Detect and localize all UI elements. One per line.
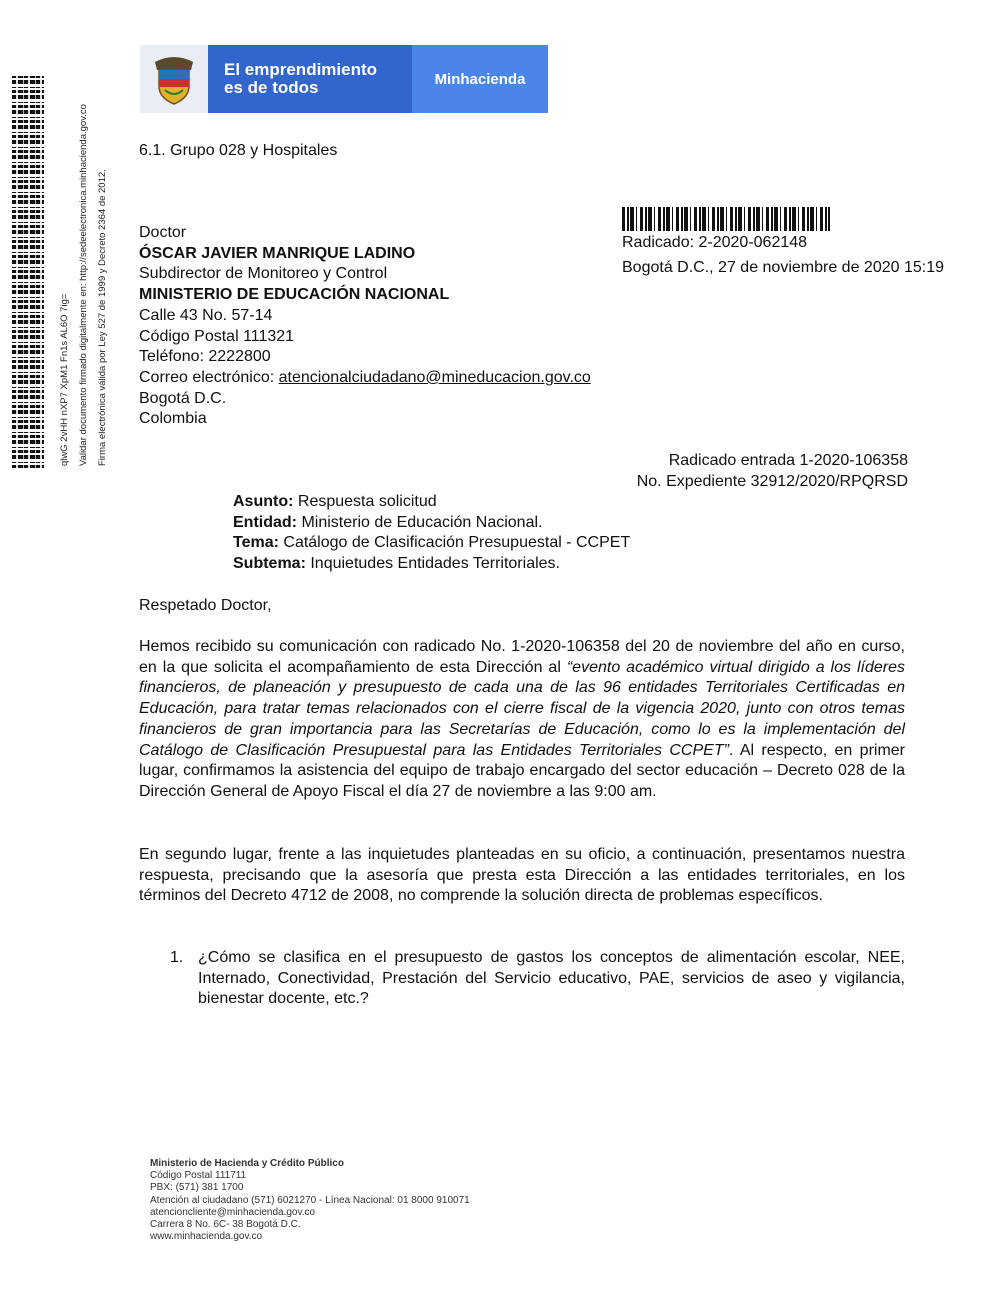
- body-paragraph-2: En segundo lugar, frente a las inquietudes planteadas en su oficio, a continuación, presentamos nuestra respuesta, precisando que la asesoría que presta esta Dirección a las entidades territoriales, en los términos del Decreto 4712 de 2008, no comprende la solución directa de problemas específicos.: [139, 846, 905, 905]
- radicado-barcode: [622, 207, 830, 231]
- footer-pbx: PBX: (571) 381 1700: [150, 1182, 244, 1194]
- recipient-postal: Código Postal 111321: [139, 327, 295, 345]
- footer-postal: Código Postal 111711: [150, 1170, 247, 1182]
- footer: [150, 1158, 470, 1243]
- recipient-phone: Teléfono: 2222800: [139, 348, 271, 366]
- recipient-email-link[interactable]: atencionalciudadano@mineducacion.gov.co: [278, 368, 591, 386]
- recipient-email-line: Correo electrónico: atencionalciudadano@mineducacion.gov.co: [139, 368, 591, 386]
- coat-of-arms-icon: [140, 45, 208, 113]
- ministry-logo-text: Minhacienda: [412, 45, 548, 113]
- group-line: 6.1. Grupo 028 y Hospitales: [139, 142, 338, 159]
- question-1-number: 1.: [170, 949, 184, 966]
- signature-legal-text: Firma electrónica válida por Ley 527 de 1999 y Decreto 2364 de 2012.: [97, 169, 108, 466]
- header-banner: [140, 45, 548, 113]
- verification-code: qlwG 2vHH nXP7 XpM1 Fn1s AL6O 7ig=: [59, 293, 70, 466]
- tema-value: Catálogo de Clasificación Presupuestal - CCPET: [278, 534, 631, 552]
- recipient-city: Bogotá D.C.: [139, 389, 227, 407]
- quoted-event: “evento académico virtual dirigido a los líderes financieros, de planeación y presupuesto de cada una de las 96 entidades Territoriales Certificadas en Educación, para tratar temas relacionados con el cierre fiscal de la vigencia 2020, junto con otros temas financieros de gran importancia para las Secretarías de Educación, como lo es la implementación del Catálogo de Clasificación Presupuestal para las Entidades Territoriales CCPET”: [139, 658, 905, 759]
- recipient-address: Calle 43 No. 57-14: [139, 306, 273, 324]
- footer-title: Ministerio de Hacienda y Crédito Público: [150, 1158, 344, 1169]
- recipient-position: Subdirector de Monitoreo y Control: [139, 265, 388, 283]
- question-1: ¿Cómo se clasifica en el presupuesto de gastos los conceptos de alimentación escolar, NEE, Internado, Conectividad, Prestación del Servicio educativo, PAE, servicios de aseo y vigilancia, bienestar docente, etc.?: [198, 949, 905, 1008]
- greeting: Respetado Doctor,: [139, 597, 272, 614]
- entry-references: [637, 451, 908, 492]
- subtema-value: Inquietudes Entidades Territoriales.: [305, 555, 560, 573]
- recipient-name: ÓSCAR JAVIER MANRIQUE LADINO: [139, 244, 416, 262]
- footer-atencion: Atención al ciudadano (571) 6021270 - Línea Nacional: 01 8000 910071: [150, 1194, 470, 1206]
- body-paragraph-1: Hemos recibido su comunicación con radicado No. 1-2020-106358 del 20 de noviembre del año en curso, en la que solicita el acompañamiento de esta Dirección al “evento académico virtual dirigido a los líderes financieros, de planeación y presupuesto de cada una de las 96 entidades Territoriales Certificadas en Educación, para tratar temas relacionados con el cierre fiscal de la vigencia 2020, junto con otros temas financieros de gran importancia para las Secretarías de Educación, como lo es la implementación del Catálogo de Clasificación Presupuestal para las Entidades Territoriales CCPET”. Al respecto, en primer lugar, confirmamos la asistencia del equipo de trabajo encargado del sector educación – Decreto 028 de la Dirección General de Apoyo Fiscal el día 27 de noviembre a las 9:00 am.: [139, 638, 905, 800]
- expediente: No. Expediente 32912/2020/RPQRSD: [636, 472, 908, 490]
- radicado-entrada: Radicado entrada 1-2020-106358: [668, 452, 908, 469]
- entidad-value: Ministerio de Educación Nacional.: [297, 513, 543, 531]
- recipient-block: Doctor ÓSCAR JAVIER MANRIQUE LADINO Subdirector de Monitoreo y Control MINISTERIO DE EDUCACIÓN NACIONAL Calle 43 No. 57-14 Código Postal 111321 Teléfono: 2222800 Correo electrónico: atencionalciudadano@mineducacion.gov.co Bogotá D.C. Colombia: [139, 223, 591, 430]
- side-barcode: [12, 76, 44, 468]
- validation-text: Validar documento firmado digitalmente en: http://sedeelectronica.minhacienda.gov.co: [78, 104, 89, 466]
- footer-web[interactable]: www.minhacienda.gov.co: [150, 1231, 263, 1243]
- footer-email[interactable]: atencioncliente@minhacienda.gov.co: [150, 1206, 316, 1218]
- asunto-value: Respuesta solicitud: [293, 493, 437, 510]
- recipient-entity: MINISTERIO DE EDUCACIÓN NACIONAL: [139, 286, 450, 304]
- slogan: El emprendimiento es de todos: [208, 45, 412, 113]
- subject-block: Asunto: Respuesta solicitud Entidad: Ministerio de Educación Nacional. Tema: Catálogo de Clasificación Presupuestal - CCPET Subtema: Inquietudes Entidades Territoriales.: [233, 493, 631, 573]
- radicado-date: Bogotá D.C., 27 de noviembre de 2020 15:19: [622, 259, 944, 276]
- footer-address: Carrera 8 No. 6C- 38 Bogotá D.C.: [150, 1219, 301, 1231]
- radicado-number: Radicado: 2-2020-062148: [622, 234, 808, 251]
- recipient-country: Colombia: [139, 410, 207, 428]
